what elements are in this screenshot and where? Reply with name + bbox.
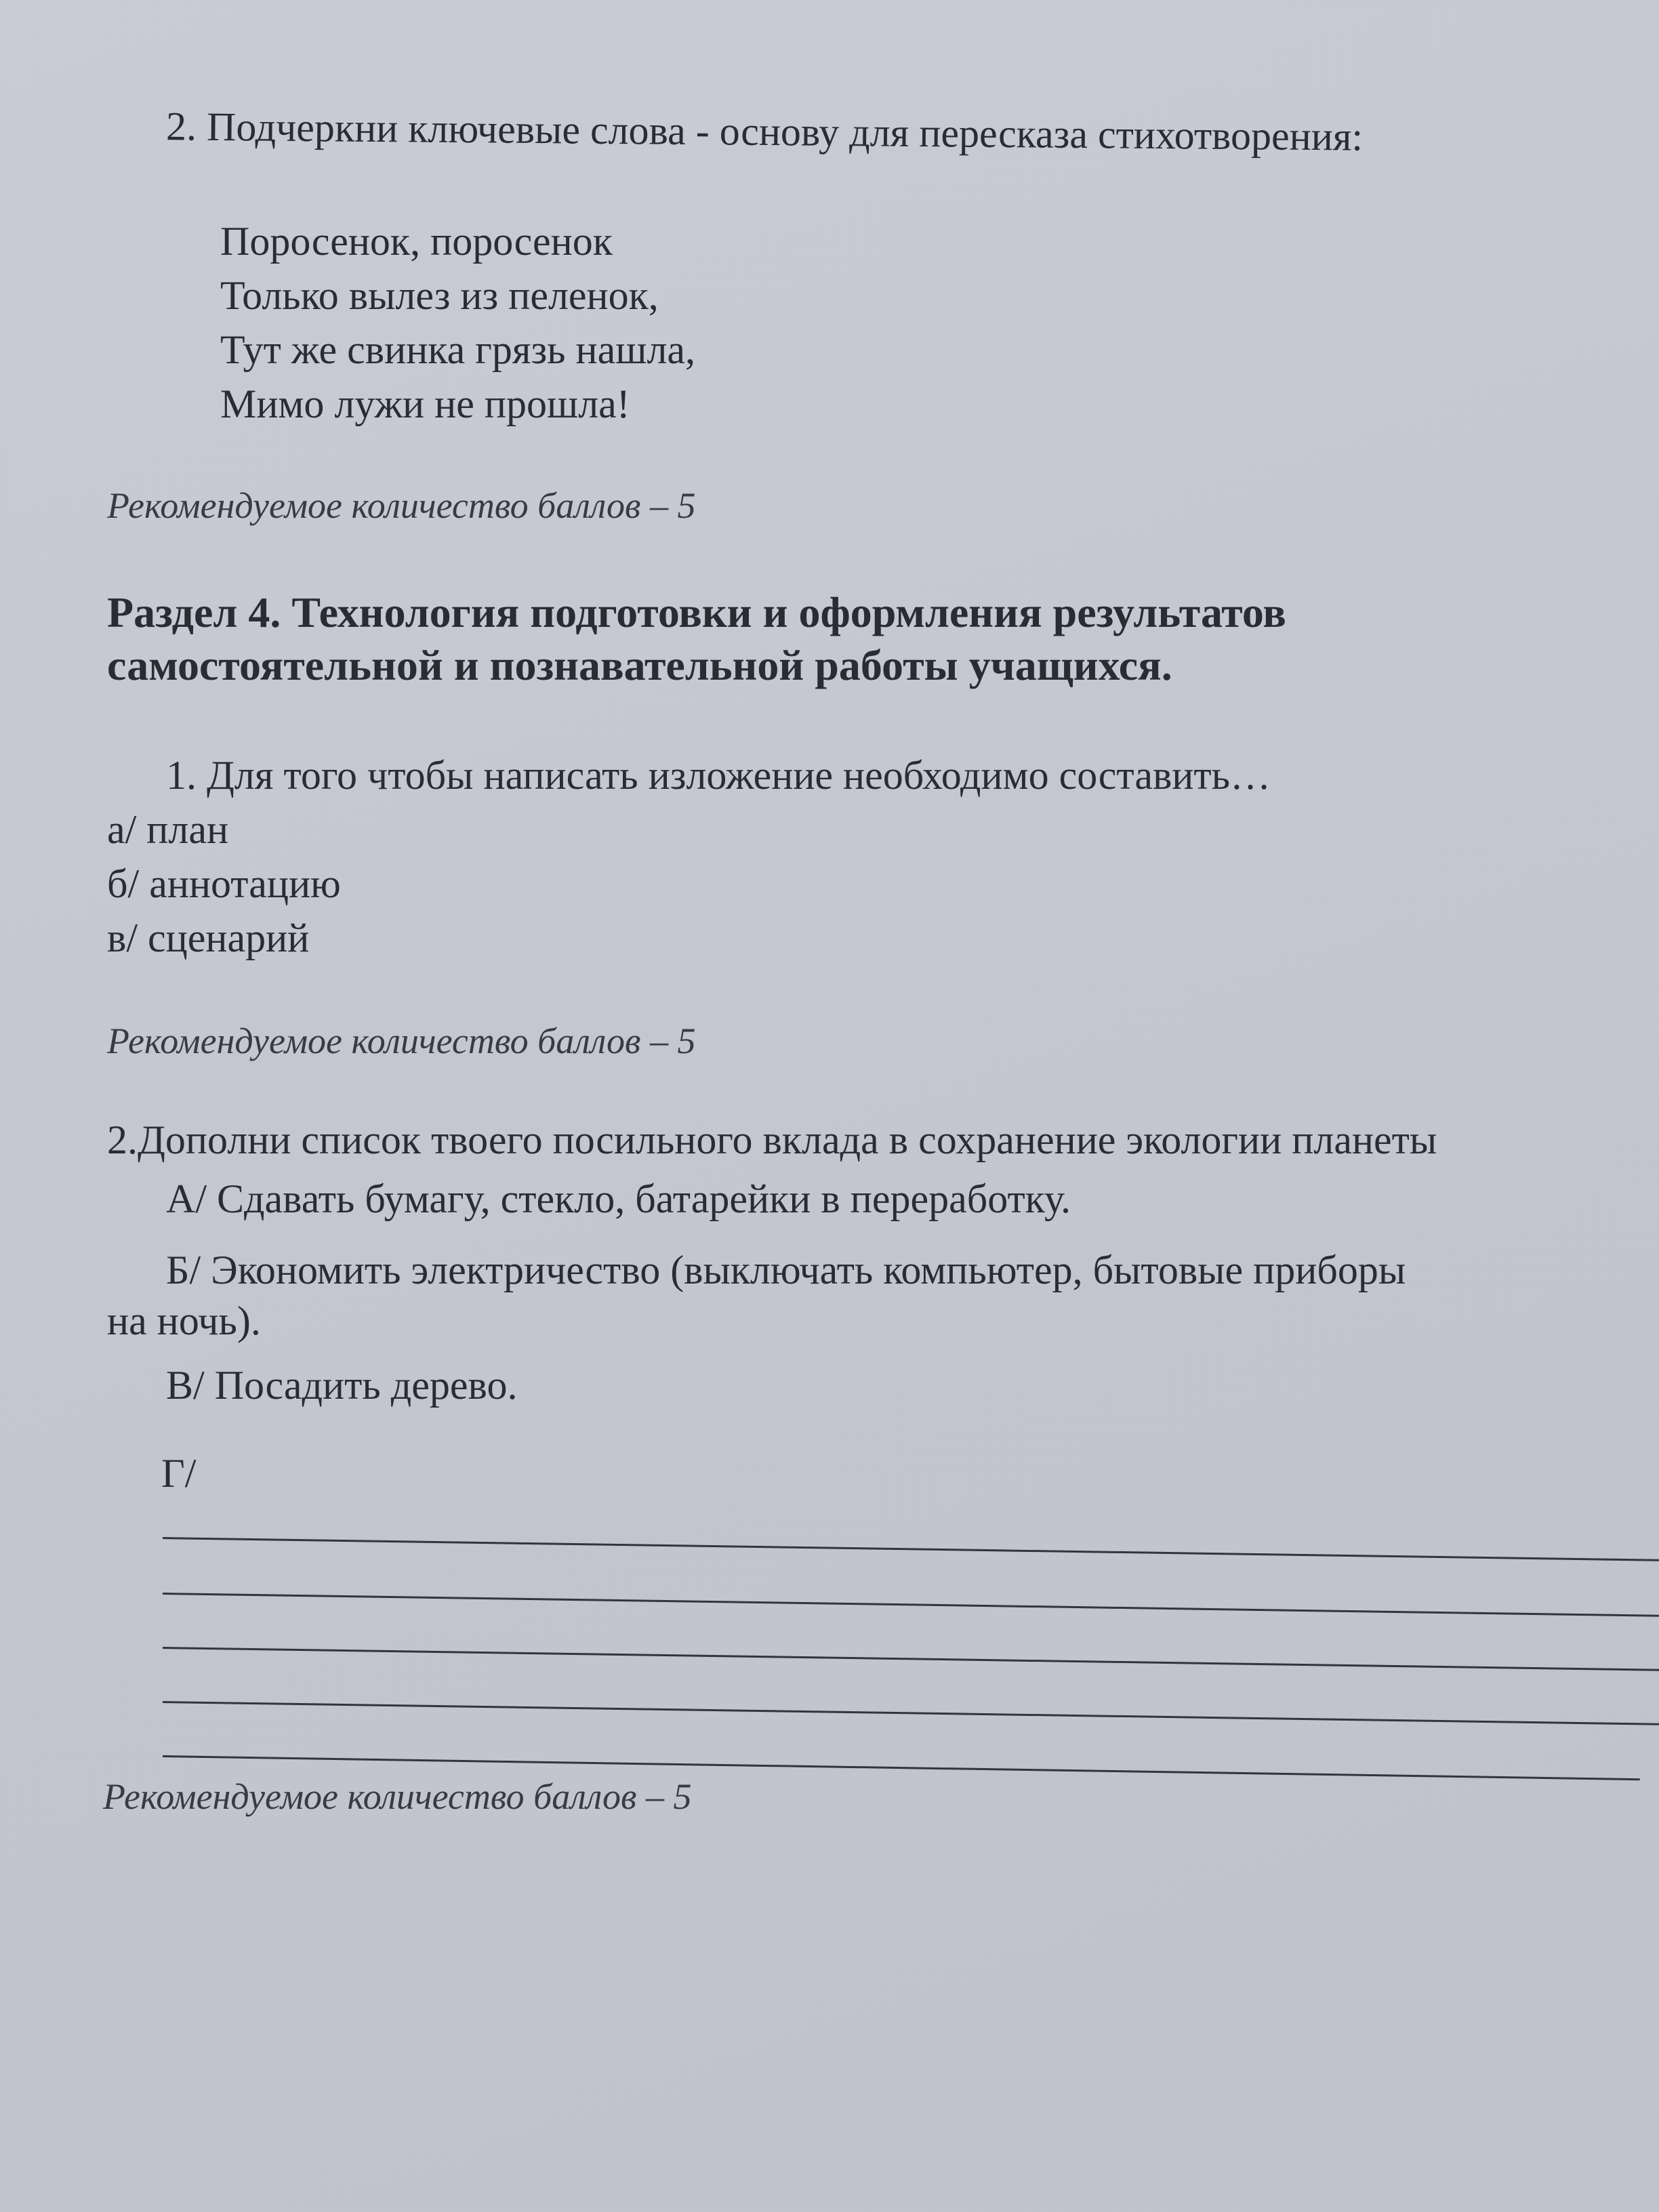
answer-line-4[interactable] bbox=[163, 1701, 1659, 1725]
task2-item-b: Б/ Экономить электричество (выключать компьютер, бытовые приборы bbox=[166, 1248, 1406, 1292]
poem-line-3: Тут же свинка грязь нашла, bbox=[220, 327, 696, 372]
task2-item-d: Г/ bbox=[161, 1451, 197, 1496]
task2-item-c: В/ Посадить дерево. bbox=[166, 1363, 518, 1408]
score-note-3: Рекомендуемое количество баллов – 5 bbox=[103, 1776, 692, 1817]
task-underline-title: 2. Подчеркни ключевые слова - основу для пересказа стихотворения: bbox=[165, 104, 1364, 159]
score-note-2: Рекомендуемое количество баллов – 5 bbox=[107, 1021, 696, 1061]
poem-line-4: Мимо лужи не прошла! bbox=[220, 382, 630, 426]
task1-question: 1. Для того чтобы написать изложение необходимо составить… bbox=[166, 753, 1271, 798]
task1-option-b: б/ аннотацию bbox=[107, 861, 341, 906]
section-heading-line-1: Раздел 4. Технология подготовки и оформления результатов bbox=[107, 588, 1286, 636]
poem-line-2: Только вылез из пеленок, bbox=[220, 273, 659, 318]
task2-question: 2.Дополни список твоего посильного вклада в сохранение экологии планеты bbox=[107, 1118, 1437, 1162]
poem-line-1: Поросенок, поросенок bbox=[220, 219, 613, 264]
task2-item-a: А/ Сдавать бумагу, стекло, батарейки в переработку. bbox=[166, 1176, 1071, 1221]
task1-option-a: а/ план bbox=[107, 807, 229, 852]
task2-item-b-cont: на ночь). bbox=[107, 1298, 261, 1343]
answer-line-1[interactable] bbox=[163, 1537, 1659, 1561]
answer-line-2[interactable] bbox=[163, 1593, 1659, 1617]
answer-line-3[interactable] bbox=[163, 1647, 1659, 1671]
score-note-1: Рекомендуемое количество баллов – 5 bbox=[107, 485, 696, 526]
task1-option-c: в/ сценарий bbox=[107, 916, 310, 960]
section-heading-line-2: самостоятельной и познавательной работы учащихся. bbox=[107, 641, 1172, 689]
